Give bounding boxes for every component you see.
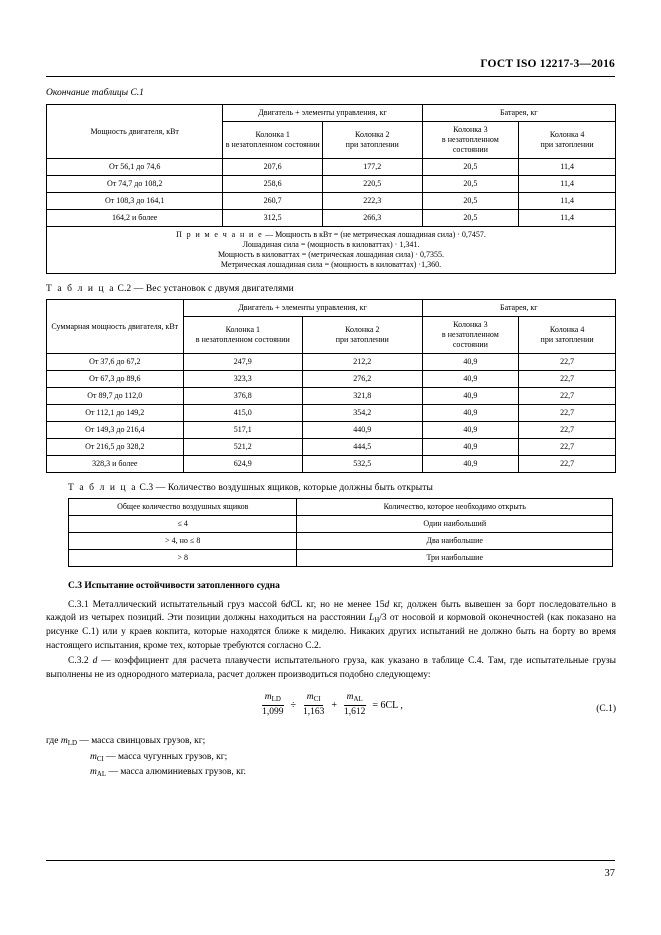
cell-power-range: От 37,6 до 67,2: [47, 354, 184, 371]
note-label: П р и м е ч а н и е: [176, 230, 264, 239]
note-line-2: Лошадиная сила = (мощность в киловаттах) · 1,341.: [242, 240, 420, 249]
col4-title: Колонка 4: [549, 130, 585, 139]
cell-box-count: ≤ 4: [69, 516, 297, 533]
formula-operator-2: +: [331, 699, 337, 711]
cell-col1: 207,6: [223, 159, 323, 176]
cell-col2: 532,5: [303, 456, 422, 473]
cell-col2: 354,2: [303, 405, 422, 422]
cell-col1: 260,7: [223, 193, 323, 210]
legend-text-aluminium: — масса алюминиевых грузов, кг.: [108, 766, 246, 777]
formula-term-aluminium-num: $m_{AL}$: [344, 692, 366, 706]
table-row: [69, 533, 613, 550]
cell-box-count: > 4, но ≤ 8: [69, 533, 297, 550]
table-c2-col3-header: [422, 317, 519, 354]
legend-symbol-lead: m: [60, 736, 68, 747]
header-divider: [46, 76, 615, 77]
table-c1-col3-header: [422, 122, 519, 159]
formula-term-aluminium-den: 1,612: [343, 707, 366, 718]
col3-sub: в незатопленном состоянии: [441, 330, 499, 349]
cell-col2: 220,5: [322, 176, 422, 193]
cell-col3: 40,9: [422, 439, 519, 456]
page-content: [46, 88, 616, 780]
table-c2-col2-header: [303, 317, 422, 354]
formula-legend: [46, 734, 616, 780]
cell-col2: 222,3: [322, 193, 422, 210]
col1-title: Колонка 1: [255, 130, 290, 139]
cell-power-range: От 89,7 до 112,0: [47, 388, 184, 405]
table-c1-group-header-battery: Батарея, кг: [422, 105, 615, 122]
cell-col4: 11,4: [519, 176, 616, 193]
cell-col4: 22,7: [519, 422, 616, 439]
section-heading: С.3 Испытание остойчивости затопленного судна: [68, 581, 280, 591]
cell-col4: 11,4: [519, 193, 616, 210]
cell-power-range: От 149,3 до 216,4: [47, 422, 184, 439]
cell-col1: 521,2: [183, 439, 302, 456]
table-c1-col1-header: [223, 122, 323, 159]
formula-operator-1: ÷: [290, 699, 296, 711]
cell-col4: 22,7: [519, 439, 616, 456]
formula-equals: = 6CL ,: [372, 699, 403, 711]
cell-col2: 440,9: [303, 422, 422, 439]
cell-col4: 22,7: [519, 354, 616, 371]
table-c2: [46, 299, 616, 473]
formula-term-lead-den: 1,099: [262, 707, 284, 718]
table-c3-title-prefix: Т а б л и ц а: [68, 483, 138, 493]
table-row: [47, 354, 616, 371]
table-c3-title-rest: С.3 — Количество воздушных ящиков, которые должны быть открыты: [139, 483, 434, 493]
legend-text-lead: — масса свинцовых грузов, кг;: [79, 736, 206, 747]
table-row: [47, 388, 616, 405]
legend-subscript-cast-iron: CI: [96, 755, 104, 763]
cell-col2: 321,8: [303, 388, 422, 405]
table-c1-first-col-header: Мощность двигателя, кВт: [47, 105, 223, 159]
formula-term-lead: [259, 692, 286, 718]
cell-open-count: Два наибольшие: [297, 533, 613, 550]
cell-col3: 40,9: [422, 422, 519, 439]
cell-power-range: 328,3 и более: [47, 456, 184, 473]
table-c1-caption: Окончание таблицы С.1: [46, 88, 144, 98]
table-c3: [68, 498, 613, 567]
cell-col1: 312,5: [223, 210, 323, 227]
formula-term-cast-iron-num: $m_{CI}$: [304, 692, 324, 706]
formula-term-cast-iron: [300, 692, 327, 718]
cell-col3: 20,5: [422, 210, 519, 227]
table-c3-title: [68, 483, 616, 493]
cell-col1: 258,6: [223, 176, 323, 193]
table-row: [47, 159, 616, 176]
col4-title: Колонка 4: [549, 325, 585, 334]
cell-col1: 376,8: [183, 388, 302, 405]
table-row: [47, 371, 616, 388]
table-row: [47, 422, 616, 439]
col1-sub: в незатопленном состоянии: [195, 335, 290, 344]
table-c2-col4-header: [519, 317, 616, 354]
col2-title: Колонка 2: [355, 130, 390, 139]
formula-term-aluminium: [341, 692, 368, 718]
cell-col3: 40,9: [422, 456, 519, 473]
page-number: 37: [604, 868, 615, 879]
table-row: [47, 439, 616, 456]
formula-term-cast-iron-den: 1,163: [302, 707, 325, 718]
cell-col3: 20,5: [422, 193, 519, 210]
legend-subscript-aluminium: AL: [96, 770, 107, 778]
legend-row-cast-iron: [46, 750, 616, 765]
legend-intro: где: [46, 736, 59, 747]
cell-col3: 40,9: [422, 388, 519, 405]
cell-open-count: Один наибольший: [297, 516, 613, 533]
note-line-3: Мощность в киловаттах = (метрическая лошадиная сила) · 0,7355.: [217, 250, 445, 259]
cell-col3: 20,5: [422, 159, 519, 176]
cell-col4: 22,7: [519, 388, 616, 405]
table-c2-group-header-engine: Двигатель + элементы управления, кг: [183, 300, 422, 317]
footer-divider: [46, 860, 615, 861]
cell-power-range: От 67,3 до 89,6: [47, 371, 184, 388]
table-row: [47, 405, 616, 422]
table-row-header-group: [47, 105, 616, 122]
cell-power-range: От 74,7 до 108,2: [47, 176, 223, 193]
table-c2-col1-header: [183, 317, 302, 354]
note-line-1: — Мощность в кВт = (не метрическая лошадиная сила) · 0,7457.: [263, 230, 486, 239]
col2-sub: при затоплении: [345, 140, 399, 149]
col3-title: Колонка 3: [453, 320, 488, 329]
cell-col2: 266,3: [322, 210, 422, 227]
table-row: [47, 456, 616, 473]
cell-col3: 20,5: [422, 176, 519, 193]
cell-open-count: Три наибольшие: [297, 550, 613, 567]
table-c2-group-header-battery: Батарея, кг: [422, 300, 615, 317]
cell-col1: 517,1: [183, 422, 302, 439]
legend-symbol-cast-iron: m: [90, 751, 97, 762]
table-c3-col1-header: Общее количество воздушных ящиков: [69, 499, 297, 516]
table-c1-col4-header: [519, 122, 616, 159]
col2-title: Колонка 2: [345, 325, 380, 334]
table-row: [69, 550, 613, 567]
cell-power-range: 164,2 и более: [47, 210, 223, 227]
cell-col2: 212,2: [303, 354, 422, 371]
legend-row-aluminium: [46, 765, 616, 780]
table-c2-title: [46, 284, 616, 294]
cell-col1: 247,9: [183, 354, 302, 371]
formula-term-lead-num: $m_{LD}$: [262, 692, 284, 706]
cell-col1: 624,9: [183, 456, 302, 473]
table-c1-group-header-engine: Двигатель + элементы управления, кг: [223, 105, 422, 122]
cell-col4: 22,7: [519, 371, 616, 388]
col4-sub: при затоплении: [540, 140, 594, 149]
table-c1-note: [47, 227, 616, 274]
cell-col3: 40,9: [422, 405, 519, 422]
cell-col1: 415,0: [183, 405, 302, 422]
table-row-header-cols: [69, 499, 613, 516]
table-row: [47, 176, 616, 193]
table-c3-col2-header: Количество, которое необходимо открыть: [297, 499, 613, 516]
table-c2-title-rest: С.2 — Вес установок с двумя двигателями: [117, 284, 294, 294]
cell-col4: 22,7: [519, 405, 616, 422]
cell-col1: 323,3: [183, 371, 302, 388]
table-row: [47, 193, 616, 210]
cell-col4: 11,4: [519, 159, 616, 176]
formula-c1: [259, 692, 403, 718]
cell-power-range: От 112,1 до 149,2: [47, 405, 184, 422]
cell-col2: 444,5: [303, 439, 422, 456]
cell-col4: 22,7: [519, 456, 616, 473]
table-row: [47, 210, 616, 227]
table-row-header-group: [47, 300, 616, 317]
formula-number: (С.1): [596, 704, 616, 715]
legend-intro-row: [46, 734, 616, 749]
formula-c1-wrapper: [46, 692, 616, 726]
table-row: [69, 516, 613, 533]
table-c1: [46, 104, 616, 274]
cell-col3: 40,9: [422, 371, 519, 388]
table-c1-col2-header: [322, 122, 422, 159]
legend-subscript-lead: LD: [67, 740, 77, 748]
legend-text-cast-iron: — масса чугунных грузов, кг;: [106, 751, 228, 762]
table-c2-first-col-header: Суммарная мощность двигателя, кВт: [47, 300, 184, 354]
cell-col3: 40,9: [422, 354, 519, 371]
cell-box-count: > 8: [69, 550, 297, 567]
col3-sub: в незатопленном состоянии: [441, 135, 499, 154]
cell-power-range: От 108,3 до 164,1: [47, 193, 223, 210]
section-paragraph-1: С.3.1 Металлический испытательный груз массой 6dCL кг, но не менее 15d кг, должен быть вывешен за борт последовательно в каждой из четырех позиций. Эти позиции должны находиться на расстоянии $L_H/3$ от носовой и кормовой оконечностей (как показано на рисунке С.1) или у краев кокпита, которые находятся ближе к миделю. Никаких других испытаний не должно быть на борту во время настоящего испытания, кроме тех, которые требуются согласно С.2.: [46, 600, 617, 651]
col3-title: Колонка 3: [453, 125, 488, 134]
col4-sub: при затоплении: [540, 335, 594, 344]
legend-symbol-aluminium: m: [90, 766, 97, 777]
page-header-standard: ГОСТ ISO 12217-3—2016: [480, 58, 615, 70]
col1-sub: в незатопленном состоянии: [225, 140, 320, 149]
cell-power-range: От 216,5 до 328,2: [47, 439, 184, 456]
cell-col4: 11,4: [519, 210, 616, 227]
cell-power-range: От 56,1 до 74,6: [47, 159, 223, 176]
note-line-4: Метрическая лошадиная сила = (мощность в киловаттах) ·1,360.: [220, 260, 442, 269]
cell-col2: 276,2: [303, 371, 422, 388]
table-note-row: [47, 227, 616, 274]
cell-col2: 177,2: [322, 159, 422, 176]
col2-sub: при затоплении: [335, 335, 389, 344]
col1-title: Колонка 1: [225, 325, 260, 334]
table-c2-title-prefix: Т а б л и ц а: [46, 284, 116, 294]
section-paragraph-2: С.3.2 d — коэффициент для расчета плавучести испытательного груза, как указано в таблице С.4. Там, где испытательные грузы выполнены не из однородного материала, расчет должен производиться подобно следующему:: [46, 656, 616, 680]
